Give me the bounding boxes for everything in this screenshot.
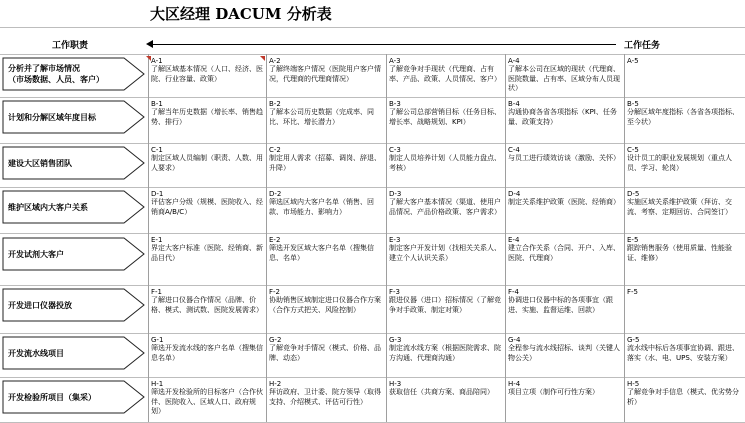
task-cell[interactable]: [624, 234, 745, 285]
task-text: 协调进口仪器中标的各项事宜（跟进、实施、监督运维、回款）: [508, 296, 613, 314]
task-text: 全程参与流水线招标、谈判（关键人物公关）: [508, 344, 620, 362]
task-code: E-2: [269, 236, 281, 244]
task-text: 项目立项（制作可行性方案）: [508, 388, 599, 396]
task-text: 与员工进行绩效访谈（激励、关怀）: [508, 154, 620, 162]
task-text: 筛选开发检验所的目标客户（合作伙伴、医院收入、区域人口、政府规划）: [151, 388, 263, 415]
task-cell[interactable]: [624, 188, 745, 233]
task-code: A-4: [508, 57, 520, 65]
task-code: G-5: [627, 336, 640, 344]
task-text: 了解本公司在区域的现状（代理商、医院数量、占有率、区域分布人员现状）: [508, 65, 620, 92]
duty-label: 分析并了解市场情况 （市场数据、人员、客户）: [8, 64, 104, 84]
task-text: 跟踪销售服务（使用质量、性能验证、维修）: [627, 244, 732, 262]
task-code: F-5: [627, 288, 639, 296]
task-cell[interactable]: [148, 188, 266, 233]
duty-label-box: [2, 380, 144, 412]
task-cell[interactable]: [386, 334, 505, 377]
task-cell[interactable]: [624, 378, 745, 422]
task-code: B-3: [389, 100, 401, 108]
task-code: H-4: [508, 380, 521, 388]
task-cell[interactable]: [148, 234, 266, 285]
task-code: E-5: [627, 236, 639, 244]
duty-label: 计划和分解区域年度目标: [8, 112, 96, 122]
task-code: E-3: [389, 236, 401, 244]
task-code: F-3: [389, 288, 401, 296]
duty-label: 开发试剂大客户: [8, 249, 64, 259]
task-code: C-5: [627, 146, 639, 154]
task-code: H-1: [151, 380, 164, 388]
task-text: 筛选开发区域大客户名单（搜集信息、名单）: [269, 244, 374, 262]
duty-label-box: [2, 146, 144, 178]
task-code: C-4: [508, 146, 520, 154]
task-code: G-2: [269, 336, 282, 344]
task-text: 了解竞争对手现状（代理商、占有率、产品、政策、人员情况、客户）: [389, 65, 501, 83]
task-cell[interactable]: [505, 188, 624, 233]
task-code: H-5: [627, 380, 640, 388]
task-cell[interactable]: [266, 234, 386, 285]
task-code: B-4: [508, 100, 520, 108]
task-text: 了解区域基本情况（人口、经济、医院、行业容量、政策）: [151, 65, 263, 83]
task-cell[interactable]: [386, 98, 505, 143]
task-text: 筛选开发流水线的客户名单（搜集信息名单）: [151, 344, 263, 362]
task-cell[interactable]: [266, 286, 386, 333]
task-code: H-3: [389, 380, 402, 388]
task-cell[interactable]: [148, 286, 266, 333]
task-text: 拜访政府、卫计委、院方领导（取得支持、介绍模式、评估可行性）: [269, 388, 381, 406]
task-cell[interactable]: [505, 98, 624, 143]
duty-label-box: [2, 190, 144, 222]
task-text: 制定客户开发计划（找相关关系人、建立个人认识关系）: [389, 244, 501, 262]
duty-label: 建设大区销售团队: [8, 158, 72, 168]
task-cell[interactable]: [505, 55, 624, 97]
task-text: 制定用人需求（招募、调岗、辞退、升降）: [269, 154, 381, 172]
task-code: B-5: [627, 100, 639, 108]
task-cell[interactable]: [505, 286, 624, 333]
duty-label-box: [2, 237, 144, 269]
task-cell[interactable]: [624, 334, 745, 377]
task-text: 了解当年历史数据（增长率、销售趋势、排行）: [151, 108, 263, 126]
task-cell[interactable]: [505, 378, 624, 422]
task-cell[interactable]: [148, 334, 266, 377]
task-text: 了解竞争对手情况（模式、价格、品牌、动态）: [269, 344, 381, 362]
task-cell[interactable]: [386, 378, 505, 422]
task-cell[interactable]: [266, 55, 386, 97]
task-cell[interactable]: [266, 378, 386, 422]
task-cell[interactable]: [505, 144, 624, 187]
task-cell[interactable]: [148, 98, 266, 143]
header-row: [0, 36, 745, 54]
task-text: 制定人员培养计划（人员能力盘点、考核）: [389, 154, 501, 172]
task-column-header: 工作任务: [624, 41, 661, 51]
task-text: 沟通协商各省各项指标（KPI、任务量、政策支持）: [508, 108, 617, 126]
task-code: D-2: [269, 190, 282, 198]
task-text: 了解大客户基本情况（渠道、使用户品情况、产品价格政策、客户需求）: [389, 198, 501, 216]
task-code: C-1: [151, 146, 163, 154]
task-text: 制定区域人员编制（职责、人数、用人要求）: [151, 154, 263, 172]
task-code: H-2: [269, 380, 282, 388]
task-code: F-4: [508, 288, 520, 296]
task-cell[interactable]: [266, 334, 386, 377]
task-cell[interactable]: [624, 98, 745, 143]
task-text: 建立合作关系（合同、开户、入库、医院、代理商）: [508, 244, 620, 262]
task-text: 协助销售区域制定进口仪器合作方案（合作方式把关、风险控制）: [269, 296, 381, 314]
task-cell[interactable]: [148, 378, 266, 422]
duty-column-header: 工作职责: [52, 41, 89, 51]
task-code: G-1: [151, 336, 164, 344]
task-text: 制定关系维护政策（医院、经销商）: [508, 198, 620, 206]
task-cell[interactable]: [624, 55, 745, 97]
task-cell[interactable]: [386, 234, 505, 285]
duty-label: 开发流水线项目: [8, 348, 64, 358]
task-text: 实施区域关系维护政策（拜访、交流、考察、定期回访、合同签订）: [627, 198, 732, 216]
task-text: 获取信任（共商方案、商品陪同）: [389, 388, 494, 396]
task-text: 了解终端客户情况（医院用户客户情况，代理商的代理商情况）: [269, 65, 381, 83]
task-text: 跟进仪器（进口）招标情况（了解竞争对手政策、制定对策）: [389, 296, 501, 314]
duty-label-box: [2, 336, 144, 368]
task-cell[interactable]: [624, 144, 745, 187]
task-code: F-2: [269, 288, 281, 296]
task-text: 分解区域年度指标（各省各项指标、至今状）: [627, 108, 739, 126]
duty-label-box: [2, 57, 144, 89]
duty-label-box: [2, 288, 144, 320]
task-text: 了解公司总部营销目标（任务目标、增长率、战略规划、KPI）: [389, 108, 501, 126]
task-code: D-3: [389, 190, 402, 198]
comment-marker: [260, 56, 265, 61]
task-cell[interactable]: [505, 234, 624, 285]
task-code: B-1: [151, 100, 163, 108]
comment-marker: [146, 56, 151, 61]
task-cell[interactable]: [624, 286, 745, 333]
task-code: E-1: [151, 236, 163, 244]
task-code: A-1: [151, 57, 163, 65]
task-code: C-3: [389, 146, 401, 154]
duty-label: 开发进口仪器投放: [8, 300, 72, 310]
task-code: A-3: [389, 57, 401, 65]
task-cell[interactable]: [386, 286, 505, 333]
task-text: 筛选区域内大客户名单（销售、回款、市场能力、影响力）: [269, 198, 374, 216]
task-cell[interactable]: [386, 188, 505, 233]
task-code: A-2: [269, 57, 281, 65]
task-cell[interactable]: [386, 55, 505, 97]
task-code: E-4: [508, 236, 520, 244]
task-text: 评估客户分级（规模、医院收入、经销商A/B/C）: [151, 198, 263, 216]
task-code: D-1: [151, 190, 164, 198]
task-code: D-5: [627, 190, 640, 198]
task-code: G-3: [389, 336, 402, 344]
task-cell[interactable]: [266, 188, 386, 233]
page-title: 大区经理 DACUM 分析表: [150, 5, 332, 23]
task-text: 了解进口仪器合作情况（品牌、价格、模式、测试数、医院发展需求）: [151, 296, 263, 314]
task-code: F-1: [151, 288, 163, 296]
task-cell[interactable]: [148, 55, 266, 97]
task-cell[interactable]: [266, 144, 386, 187]
duty-label-box: [2, 100, 144, 132]
task-text: 了解竞争对手信息（模式、优劣势分析）: [627, 388, 739, 406]
task-text: 了解本公司历史数据（完成率、同比、环比、增长潜力）: [269, 108, 374, 126]
duty-label: 开发检验所项目（集采）: [8, 392, 96, 402]
task-text: 设计员工的职业发展规划（重点人员、学习、轮岗）: [627, 154, 732, 172]
task-text: 界定大客户标准（医院、经销商、新品目代）: [151, 244, 263, 262]
task-cell[interactable]: [505, 334, 624, 377]
task-text: 制定流水线方案（根据医院需求、院方沟通、代理商沟通）: [389, 344, 501, 362]
task-cell[interactable]: [386, 144, 505, 187]
duty-label: 维护区域内大客户关系: [8, 202, 88, 212]
task-code: C-2: [269, 146, 281, 154]
task-cell[interactable]: [266, 98, 386, 143]
task-code: G-4: [508, 336, 521, 344]
task-code: D-4: [508, 190, 521, 198]
task-code: A-5: [627, 57, 639, 65]
task-direction-line: [152, 44, 616, 45]
title-divider: [0, 27, 745, 28]
task-cell[interactable]: [148, 144, 266, 187]
task-code: B-2: [269, 100, 281, 108]
task-text: 流水线中标后各项事宜协调、跟进、落实（水、电、UPS、安装方案）: [627, 344, 739, 362]
